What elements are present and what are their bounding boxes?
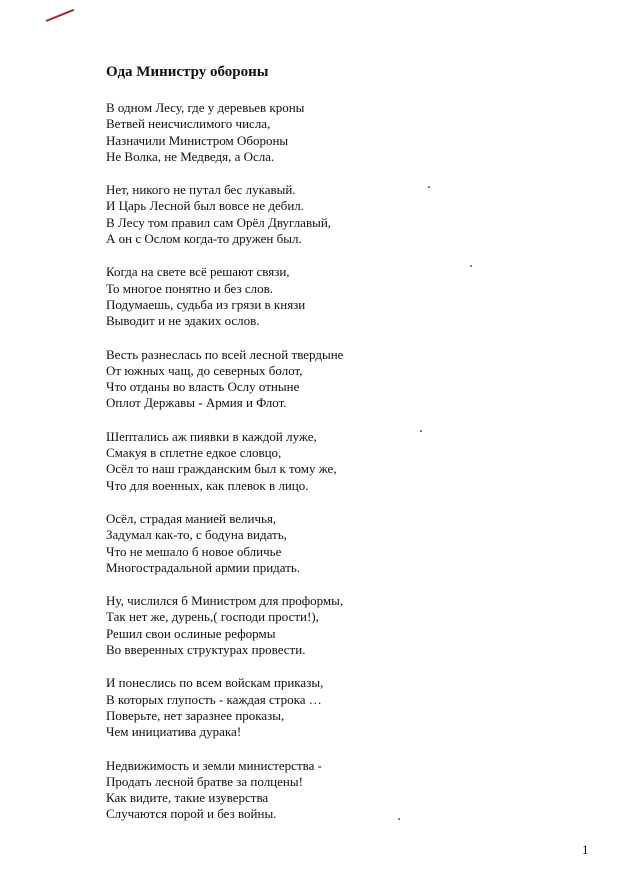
- poem-line: И Царь Лесной был вовсе не дебил.: [106, 198, 305, 214]
- poem-line: Осёл, страдая манией величья,: [106, 510, 277, 526]
- poem-line: Когда на свете всё решают связи,: [106, 264, 290, 280]
- poem-line: В одном Лесу, где у деревьев кроны: [106, 100, 305, 115]
- poem-line: И понеслись по всем войскам приказы,: [106, 675, 324, 691]
- poem-line: Во вверенных структурах провести.: [106, 642, 306, 658]
- stanza: [106, 429, 586, 494]
- poem-line: Продать лесной братве за полцены!: [106, 773, 303, 789]
- stanza: [106, 264, 586, 329]
- poem-line: Весть разнеслась по всей лесной твердыне: [106, 346, 344, 362]
- poem-line: В Лесу том правил сам Орёл Двуглавый,: [106, 214, 332, 230]
- poem-line: Недвижимость и земли министерства -: [106, 757, 322, 773]
- poem-line: Оплот Державы - Армия и Флот.: [106, 395, 287, 411]
- poem-line: Случаются порой и без войны.: [106, 806, 277, 822]
- stanza: [106, 100, 586, 165]
- poem-line: Смакуя в сплетне едкое словцо,: [106, 445, 282, 461]
- poem-line: Так нет же, дурень,( господи прости!),: [106, 609, 319, 625]
- poem-line: Подумаешь, судьба из грязи в князи: [106, 296, 306, 312]
- poem-line: Что отданы во власть Ослу отныне: [106, 379, 300, 395]
- scan-speck: [420, 430, 422, 432]
- pen-mark: [46, 9, 75, 22]
- poem-line: Решил свои ослиные реформы: [106, 625, 276, 641]
- stanza: [106, 758, 586, 823]
- poem-line: Не Волка, не Медведя, а Осла.: [106, 148, 275, 164]
- scan-speck: [398, 818, 400, 820]
- stanza: [106, 593, 586, 658]
- poem-line: А он с Ослом когда-то дружен был.: [106, 231, 302, 247]
- scan-speck: [470, 265, 472, 267]
- poem-line: Как видите, такие изуверства: [106, 790, 269, 806]
- poem-line: Многострадальной армии придать.: [106, 559, 301, 575]
- poem-line: В которых глупость - каждая строка …: [106, 691, 322, 707]
- poem-line: То многое понятно и без слов.: [106, 280, 273, 296]
- poem-body: [106, 100, 586, 840]
- poem-line: Ну, числился б Министром для проформы,: [106, 593, 344, 609]
- poem-line: Назначили Министром Обороны: [106, 132, 289, 148]
- stanza: [106, 675, 586, 740]
- scan-speck: [428, 186, 430, 188]
- poem-line: Чем инициатива дурака!: [106, 724, 242, 740]
- stanza: [106, 347, 586, 412]
- poem-line: Нет, никого не путал бес лукавый.: [106, 182, 296, 198]
- poem-line: Осёл то наш гражданским был к тому же,: [106, 461, 337, 477]
- page-number: 1: [582, 842, 589, 857]
- poem-line: Задумал как-то, с бодуна видать,: [106, 527, 287, 543]
- poem-line: Шептались аж пиявки в каждой луже,: [106, 428, 317, 444]
- poem-line: Что не мешало б новое обличье: [106, 543, 282, 559]
- stanza: [106, 511, 586, 576]
- poem-title: Ода Министру обороны: [106, 64, 269, 80]
- poem-line: Поверьте, нет заразнее проказы,: [106, 707, 285, 723]
- poem-line: Что для военных, как плевок в лицо.: [106, 477, 309, 493]
- poem-line: Ветвей неисчислимого числа,: [106, 116, 271, 132]
- poem-line: От южных чащ, до северных болот,: [106, 362, 303, 378]
- stanza: [106, 182, 586, 247]
- poem-line: Выводит и не эдаких ослов.: [106, 313, 260, 329]
